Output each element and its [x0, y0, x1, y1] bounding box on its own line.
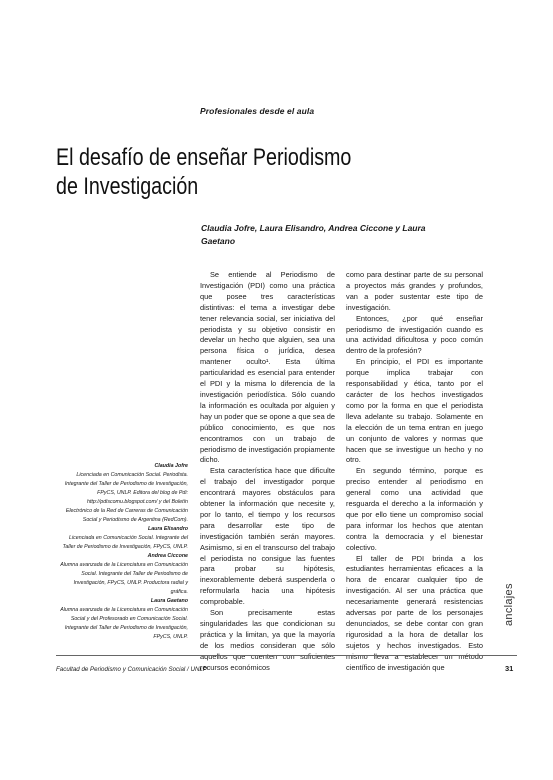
paragraph: Esta característica hace que dificulte el trabajo del investigador porque encontrará mayores obstáculos para obtener la información que necesite y, por lo tanto, el tiempo y los recursos para desarrollar este tipo de investigación también serán mayores. Asimismo, si en el transcurso del trabajo el periodista no consigue las fuentes para probar su hipótesis, inexorablemente deberá suspenderla o reformularla hacia una hipótesis comprobable. [200, 466, 335, 607]
paragraph: como para destinar parte de su personal a proyectos más grandes y profundos, van a poder sustentar este tipo de investigación. [346, 270, 483, 312]
section-label: Profesionales desde el aula [200, 106, 315, 116]
bio-name: Laura Gaetano [150, 598, 188, 604]
page-number: 31 [505, 664, 514, 673]
bio-text: Alumna avanzada de la Licenciatura en Comunicación Social y del Profesorado en Comunicación Social. Integrante del Taller de Periodismo de Investigación, FPyCS, UNLP. [60, 607, 188, 640]
paragraph: En principio, el PDI es importante porque implica trabajar con responsabilidad y ética, tanto por el carácter de los hechos investigados como por la forma en que el periodista lleva adelante su trabajo. Solamente en la elección de un tema entran en juego un conjunto de valores y normas que hacen que se investigue un hecho y no otro. [346, 357, 483, 465]
authors-line-1: Claudia Jofre, Laura Elisandro, Andrea Ciccone y Laura [201, 223, 426, 233]
author-bios [60, 462, 188, 642]
article-title-line-2: de Investigación [56, 173, 199, 200]
body-column-1 [200, 270, 335, 674]
bio-name: Andrea Ciccone [147, 553, 188, 559]
paragraph: Son precisamente estas singularidades las que condicionan su práctica y la limitan, ya que la mayoría de los medios consideran que sólo aquellos que cuenten con suficientes recursos económicos [200, 608, 335, 672]
bio-name: Laura Elisandro [147, 526, 188, 532]
paragraph: Entonces, ¿por qué enseñar periodismo de investigación cuando es una actividad dificultosa y poco común dentro de la profesión? [346, 313, 483, 356]
footer-divider [56, 655, 517, 656]
footer-publisher: Facultad de Periodismo y Comunicación Social / UNLP [56, 666, 207, 673]
article-title-line-1: El desafío de enseñar Periodismo [56, 144, 352, 171]
bio-text: Licenciada en Comunicación Social. Integrante del Taller de Periodismo de Investigación, FPyCS, UNLP. [62, 535, 188, 550]
section-side-label: anclajes [503, 583, 515, 626]
body-column-2 [346, 270, 483, 674]
authors-line-2: Gaetano [201, 236, 236, 246]
bio-text: Alumna avanzada de la Licenciatura en Comunicación Social. Integrante del Taller de Periodismo de Investigación, FPyCS, UNLP. Productora radial y gráfica. [60, 562, 188, 595]
bio-text: Licenciada en Comunicación Social. Periodista. Integrante del Taller de Periodismo de Investigación, FPyCS, UNLP. Editora del blog de Pdi: http://pdiscomu.blogspot.com/ y del Boletín Electrónico de la Red de Carreras de Comunicación Social y Periodismo de Argentina (RedCom). [64, 472, 188, 523]
paragraph: El taller de PDI brinda a los estudiantes herramientas eficaces a la hora de encarar cualquier tipo de investigación. Al ser una práctica que necesariamente generará resistencias adversas por parte de los personajes denunciados, se debe contar con gran rigurosidad a la hora de detallar los sujetos y hechos investigados. Esto mismo lleva a establecer un método científico de investigación que [346, 553, 483, 672]
article-authors [201, 222, 481, 248]
paragraph: Se entiende al Periodismo de Investigación (PDI) como una práctica que posee tres características distintivas: el tema a investigar debe tener relevancia social, ser iniciativa del periodista y su objetivo consistir en develar un hecho que alguien, sea una persona física o jurídica, desea mantener oculto¹. Esta última particularidad es esencial para entender el PDI y la misma lo diferencia de la investigación periodística. Sólo cuando la información es ocultada por alguien y hay un poder que se opone a que sea de público conocimiento, es que nos encontramos con un trabajo de periodismo de investigación propiamente dicho. [200, 270, 335, 465]
bio-name: Claudia Jofre [154, 463, 188, 469]
paragraph: En segundo término, porque es preciso entender al periodismo en general como una actividad que resguarda el derecho a la información y que por ello tiene un compromiso social para informar los hechos que atentan contra la democracia y el bienestar colectivo. [346, 466, 483, 552]
article-title [56, 143, 400, 201]
